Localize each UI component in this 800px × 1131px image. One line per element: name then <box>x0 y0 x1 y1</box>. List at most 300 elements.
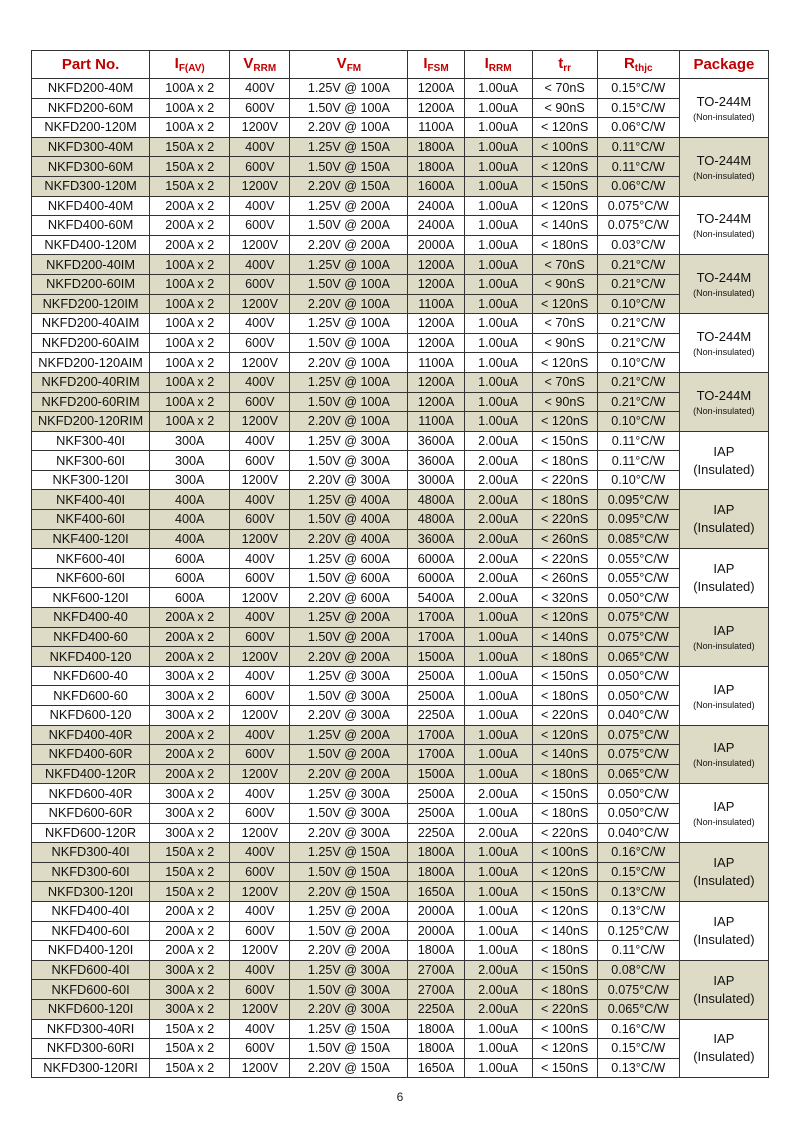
package-note: (Non-insulated) <box>693 111 755 122</box>
irrm-cell: 1.00uA <box>464 176 532 196</box>
trr-cell: < 120nS <box>532 608 597 628</box>
if-av-cell: 100A x 2 <box>150 353 230 373</box>
header-symbol: Package <box>693 56 755 73</box>
package-note: (Non-insulated) <box>693 758 755 769</box>
trr-cell: < 120nS <box>532 294 597 314</box>
header-symbol: V <box>243 55 254 72</box>
package-cell <box>679 314 768 373</box>
rthjc-cell: 0.11°C/W <box>597 451 679 471</box>
rthjc-cell: 0.10°C/W <box>597 412 679 432</box>
trr-cell: < 260nS <box>532 568 597 588</box>
rthjc-cell: 0.10°C/W <box>597 470 679 490</box>
package-note: (Non-insulated) <box>693 405 755 416</box>
vrrm-cell: 600V <box>230 568 290 588</box>
part-number-cell: NKFD300-60I <box>32 862 150 882</box>
vrrm-cell: 400V <box>230 490 290 510</box>
irrm-cell: 1.00uA <box>464 118 532 138</box>
package-note: (Non-insulated) <box>693 288 755 299</box>
trr-cell: < 150nS <box>532 1058 597 1078</box>
rthjc-cell: 0.075°C/W <box>597 745 679 765</box>
package-name: IAP <box>713 561 735 577</box>
if-av-cell: 300A x 2 <box>150 803 230 823</box>
if-av-cell: 600A <box>150 549 230 569</box>
table-row <box>32 353 769 373</box>
vfm-cell: 1.25V @ 200A <box>290 196 408 216</box>
irrm-cell: 1.00uA <box>464 255 532 275</box>
if-av-cell: 200A x 2 <box>150 921 230 941</box>
rthjc-cell: 0.21°C/W <box>597 255 679 275</box>
rthjc-cell: 0.050°C/W <box>597 803 679 823</box>
vfm-cell: 2.20V @ 150A <box>290 882 408 902</box>
vrrm-cell: 1200V <box>230 176 290 196</box>
irrm-cell: 1.00uA <box>464 921 532 941</box>
trr-cell: < 70nS <box>532 372 597 392</box>
vrrm-cell: 400V <box>230 666 290 686</box>
if-av-cell: 100A x 2 <box>150 294 230 314</box>
trr-cell: < 70nS <box>532 79 597 99</box>
if-av-cell: 100A x 2 <box>150 392 230 412</box>
rthjc-cell: 0.13°C/W <box>597 901 679 921</box>
package-name: IAP <box>713 622 735 638</box>
trr-cell: < 180nS <box>532 235 597 255</box>
table-row <box>32 333 769 353</box>
part-number-cell: NKFD200-40IM <box>32 255 150 275</box>
if-av-cell: 300A x 2 <box>150 706 230 726</box>
vrrm-cell: 1200V <box>230 235 290 255</box>
table-row <box>32 706 769 726</box>
part-number-cell: NKF600-60I <box>32 568 150 588</box>
part-number-cell: NKF300-120I <box>32 470 150 490</box>
table-row <box>32 431 769 451</box>
ifsm-cell: 1200A <box>408 274 464 294</box>
vfm-cell: 1.25V @ 300A <box>290 784 408 804</box>
header-subscript: RRM <box>488 63 512 74</box>
vfm-cell: 1.25V @ 150A <box>290 137 408 157</box>
vrrm-cell: 600V <box>230 333 290 353</box>
vrrm-cell: 600V <box>230 216 290 236</box>
vfm-cell: 2.20V @ 300A <box>290 823 408 843</box>
vfm-cell: 1.50V @ 200A <box>290 627 408 647</box>
package-note: (Insulated) <box>693 931 755 947</box>
trr-cell: < 90nS <box>532 98 597 118</box>
part-number-cell: NKFD600-120R <box>32 823 150 843</box>
if-av-cell: 100A x 2 <box>150 255 230 275</box>
rthjc-cell: 0.055°C/W <box>597 549 679 569</box>
vfm-cell: 1.25V @ 200A <box>290 725 408 745</box>
package-name: IAP <box>713 972 735 988</box>
table-row <box>32 666 769 686</box>
ifsm-cell: 1800A <box>408 157 464 177</box>
trr-cell: < 120nS <box>532 353 597 373</box>
part-number-cell: NKFD200-40AIM <box>32 314 150 334</box>
vrrm-cell: 400V <box>230 960 290 980</box>
part-number-cell: NKFD200-40M <box>32 79 150 99</box>
trr-cell: < 180nS <box>532 941 597 961</box>
ifsm-cell: 1200A <box>408 392 464 412</box>
table-row <box>32 901 769 921</box>
vrrm-cell: 1200V <box>230 470 290 490</box>
irrm-cell: 2.00uA <box>464 980 532 1000</box>
table-row <box>32 764 769 784</box>
vfm-cell: 1.25V @ 100A <box>290 79 408 99</box>
ifsm-cell: 1200A <box>408 333 464 353</box>
vfm-cell: 2.20V @ 100A <box>290 294 408 314</box>
vfm-cell: 1.25V @ 400A <box>290 490 408 510</box>
trr-cell: < 150nS <box>532 784 597 804</box>
table-row <box>32 862 769 882</box>
spec-table <box>31 50 769 1078</box>
rthjc-cell: 0.08°C/W <box>597 960 679 980</box>
irrm-cell: 1.00uA <box>464 196 532 216</box>
table-header <box>32 51 769 79</box>
vrrm-cell: 400V <box>230 137 290 157</box>
vfm-cell: 1.25V @ 100A <box>290 314 408 334</box>
if-av-cell: 200A x 2 <box>150 725 230 745</box>
ifsm-cell: 4800A <box>408 510 464 530</box>
table-row <box>32 647 769 667</box>
ifsm-cell: 2000A <box>408 235 464 255</box>
part-number-cell: NKFD300-120I <box>32 882 150 902</box>
irrm-cell: 2.00uA <box>464 529 532 549</box>
part-number-cell: NKFD200-120AIM <box>32 353 150 373</box>
trr-cell: < 70nS <box>532 255 597 275</box>
col-header-ifsm <box>408 51 464 79</box>
irrm-cell: 1.00uA <box>464 686 532 706</box>
part-number-cell: NKFD400-40 <box>32 608 150 628</box>
package-name: IAP <box>713 913 735 929</box>
table-row <box>32 843 769 863</box>
trr-cell: < 180nS <box>532 490 597 510</box>
rthjc-cell: 0.11°C/W <box>597 431 679 451</box>
trr-cell: < 100nS <box>532 843 597 863</box>
vfm-cell: 1.50V @ 300A <box>290 451 408 471</box>
irrm-cell: 1.00uA <box>464 353 532 373</box>
vrrm-cell: 600V <box>230 921 290 941</box>
vfm-cell: 1.50V @ 100A <box>290 392 408 412</box>
trr-cell: < 150nS <box>532 960 597 980</box>
vfm-cell: 2.20V @ 300A <box>290 470 408 490</box>
if-av-cell: 100A x 2 <box>150 412 230 432</box>
trr-cell: < 120nS <box>532 196 597 216</box>
vrrm-cell: 400V <box>230 79 290 99</box>
if-av-cell: 100A x 2 <box>150 274 230 294</box>
ifsm-cell: 2500A <box>408 666 464 686</box>
irrm-cell: 1.00uA <box>464 706 532 726</box>
vrrm-cell: 1200V <box>230 412 290 432</box>
vrrm-cell: 1200V <box>230 706 290 726</box>
table-row <box>32 529 769 549</box>
trr-cell: < 120nS <box>532 157 597 177</box>
table-row <box>32 784 769 804</box>
vrrm-cell: 400V <box>230 255 290 275</box>
vfm-cell: 1.50V @ 300A <box>290 803 408 823</box>
if-av-cell: 150A x 2 <box>150 1058 230 1078</box>
vfm-cell: 1.50V @ 100A <box>290 274 408 294</box>
irrm-cell: 1.00uA <box>464 862 532 882</box>
table-row <box>32 216 769 236</box>
vrrm-cell: 400V <box>230 843 290 863</box>
rthjc-cell: 0.075°C/W <box>597 627 679 647</box>
table-row <box>32 392 769 412</box>
rthjc-cell: 0.06°C/W <box>597 118 679 138</box>
rthjc-cell: 0.06°C/W <box>597 176 679 196</box>
rthjc-cell: 0.040°C/W <box>597 823 679 843</box>
vfm-cell: 1.25V @ 150A <box>290 1019 408 1039</box>
package-note: (Non-insulated) <box>693 699 755 710</box>
part-number-cell: NKFD600-40 <box>32 666 150 686</box>
vrrm-cell: 400V <box>230 608 290 628</box>
table-row <box>32 274 769 294</box>
irrm-cell: 2.00uA <box>464 588 532 608</box>
col-header-part-no <box>32 51 150 79</box>
part-number-cell: NKFD300-120RI <box>32 1058 150 1078</box>
rthjc-cell: 0.050°C/W <box>597 686 679 706</box>
ifsm-cell: 2700A <box>408 960 464 980</box>
package-name: IAP <box>713 740 735 756</box>
package-cell <box>679 666 768 725</box>
table-body <box>32 79 769 1078</box>
header-subscript: thjc <box>634 63 653 74</box>
package-cell <box>679 901 768 960</box>
ifsm-cell: 1700A <box>408 608 464 628</box>
ifsm-cell: 1650A <box>408 882 464 902</box>
if-av-cell: 400A <box>150 490 230 510</box>
irrm-cell: 1.00uA <box>464 1039 532 1059</box>
vrrm-cell: 1200V <box>230 647 290 667</box>
part-number-cell: NKF600-120I <box>32 588 150 608</box>
package-name: IAP <box>713 443 735 459</box>
table-row <box>32 882 769 902</box>
vrrm-cell: 600V <box>230 392 290 412</box>
rthjc-cell: 0.13°C/W <box>597 1058 679 1078</box>
trr-cell: < 180nS <box>532 803 597 823</box>
trr-cell: < 120nS <box>532 118 597 138</box>
table-row <box>32 745 769 765</box>
vrrm-cell: 400V <box>230 372 290 392</box>
vrrm-cell: 600V <box>230 862 290 882</box>
ifsm-cell: 6000A <box>408 568 464 588</box>
part-number-cell: NKFD200-40RIM <box>32 372 150 392</box>
vfm-cell: 1.25V @ 200A <box>290 608 408 628</box>
ifsm-cell: 3600A <box>408 451 464 471</box>
ifsm-cell: 6000A <box>408 549 464 569</box>
if-av-cell: 150A x 2 <box>150 137 230 157</box>
table-row <box>32 372 769 392</box>
package-note: (Insulated) <box>693 1049 755 1065</box>
trr-cell: < 140nS <box>532 627 597 647</box>
part-number-cell: NKFD600-120 <box>32 706 150 726</box>
trr-cell: < 180nS <box>532 647 597 667</box>
package-cell <box>679 137 768 196</box>
rthjc-cell: 0.075°C/W <box>597 608 679 628</box>
if-av-cell: 200A x 2 <box>150 745 230 765</box>
table-row <box>32 999 769 1019</box>
trr-cell: < 220nS <box>532 823 597 843</box>
table-row <box>32 1019 769 1039</box>
header-subscript: rr <box>563 63 572 74</box>
irrm-cell: 1.00uA <box>464 745 532 765</box>
trr-cell: < 140nS <box>532 921 597 941</box>
vfm-cell: 1.25V @ 100A <box>290 255 408 275</box>
rthjc-cell: 0.065°C/W <box>597 647 679 667</box>
rthjc-cell: 0.16°C/W <box>597 843 679 863</box>
ifsm-cell: 2000A <box>408 901 464 921</box>
table-row <box>32 588 769 608</box>
package-note: (Insulated) <box>693 579 755 595</box>
package-cell <box>679 549 768 608</box>
package-cell <box>679 725 768 784</box>
vfm-cell: 1.50V @ 150A <box>290 1039 408 1059</box>
header-symbol: R <box>623 55 635 72</box>
irrm-cell: 1.00uA <box>464 392 532 412</box>
if-av-cell: 150A x 2 <box>150 1039 230 1059</box>
if-av-cell: 200A x 2 <box>150 216 230 236</box>
trr-cell: < 120nS <box>532 412 597 432</box>
part-number-cell: NKFD200-60RIM <box>32 392 150 412</box>
vfm-cell: 2.20V @ 150A <box>290 1058 408 1078</box>
ifsm-cell: 1100A <box>408 294 464 314</box>
vrrm-cell: 1200V <box>230 1058 290 1078</box>
table-row <box>32 823 769 843</box>
header-subscript: RRM <box>253 63 277 74</box>
ifsm-cell: 3000A <box>408 470 464 490</box>
trr-cell: < 90nS <box>532 392 597 412</box>
ifsm-cell: 3600A <box>408 529 464 549</box>
if-av-cell: 200A x 2 <box>150 196 230 216</box>
if-av-cell: 300A x 2 <box>150 666 230 686</box>
table-row <box>32 176 769 196</box>
table-row <box>32 235 769 255</box>
vfm-cell: 1.50V @ 600A <box>290 568 408 588</box>
table-row <box>32 137 769 157</box>
col-header-vfm <box>290 51 408 79</box>
vrrm-cell: 1200V <box>230 823 290 843</box>
package-cell <box>679 608 768 667</box>
part-number-cell: NKFD200-60M <box>32 98 150 118</box>
trr-cell: < 180nS <box>532 451 597 471</box>
header-symbol: I <box>423 55 428 72</box>
rthjc-cell: 0.050°C/W <box>597 784 679 804</box>
if-av-cell: 300A <box>150 451 230 471</box>
header-symbol: I <box>174 55 179 72</box>
rthjc-cell: 0.095°C/W <box>597 510 679 530</box>
rthjc-cell: 0.040°C/W <box>597 706 679 726</box>
irrm-cell: 1.00uA <box>464 412 532 432</box>
irrm-cell: 1.00uA <box>464 1058 532 1078</box>
irrm-cell: 1.00uA <box>464 79 532 99</box>
package-cell <box>679 1019 768 1078</box>
package-name: IAP <box>713 681 735 697</box>
package-name: TO-244M <box>696 387 752 403</box>
vfm-cell: 1.50V @ 400A <box>290 510 408 530</box>
part-number-cell: NKFD600-60 <box>32 686 150 706</box>
if-av-cell: 100A x 2 <box>150 333 230 353</box>
irrm-cell: 1.00uA <box>464 882 532 902</box>
table-row <box>32 118 769 138</box>
table-row <box>32 157 769 177</box>
package-note: (Non-insulated) <box>693 347 755 358</box>
rthjc-cell: 0.03°C/W <box>597 235 679 255</box>
header-subscript: F(AV) <box>178 63 205 74</box>
part-number-cell: NKF600-40I <box>32 549 150 569</box>
header-subscript: FM <box>346 63 362 74</box>
trr-cell: < 180nS <box>532 980 597 1000</box>
ifsm-cell: 2500A <box>408 784 464 804</box>
ifsm-cell: 1100A <box>408 118 464 138</box>
rthjc-cell: 0.10°C/W <box>597 294 679 314</box>
header-symbol: V <box>336 55 347 72</box>
if-av-cell: 300A x 2 <box>150 823 230 843</box>
irrm-cell: 2.00uA <box>464 568 532 588</box>
vrrm-cell: 600V <box>230 686 290 706</box>
ifsm-cell: 1650A <box>408 1058 464 1078</box>
table-row <box>32 921 769 941</box>
vfm-cell: 1.25V @ 300A <box>290 960 408 980</box>
rthjc-cell: 0.21°C/W <box>597 274 679 294</box>
ifsm-cell: 1600A <box>408 176 464 196</box>
col-header-vrrm <box>230 51 290 79</box>
package-cell <box>679 196 768 255</box>
vfm-cell: 1.25V @ 150A <box>290 843 408 863</box>
package-note: (Insulated) <box>693 520 755 536</box>
part-number-cell: NKFD200-60AIM <box>32 333 150 353</box>
vrrm-cell: 600V <box>230 510 290 530</box>
irrm-cell: 2.00uA <box>464 470 532 490</box>
irrm-cell: 1.00uA <box>464 843 532 863</box>
col-header-if-av <box>150 51 230 79</box>
rthjc-cell: 0.21°C/W <box>597 314 679 334</box>
part-number-cell: NKFD400-40M <box>32 196 150 216</box>
irrm-cell: 1.00uA <box>464 803 532 823</box>
if-av-cell: 100A x 2 <box>150 118 230 138</box>
package-cell <box>679 372 768 431</box>
package-note: (Non-insulated) <box>693 640 755 651</box>
vrrm-cell: 1200V <box>230 353 290 373</box>
ifsm-cell: 4800A <box>408 490 464 510</box>
ifsm-cell: 1200A <box>408 98 464 118</box>
table-row <box>32 470 769 490</box>
part-number-cell: NKFD200-120IM <box>32 294 150 314</box>
irrm-cell: 1.00uA <box>464 314 532 334</box>
if-av-cell: 200A x 2 <box>150 627 230 647</box>
header-symbol: I <box>484 55 489 72</box>
vrrm-cell: 400V <box>230 196 290 216</box>
part-number-cell: NKFD600-40R <box>32 784 150 804</box>
header-symbol: t <box>558 55 564 72</box>
col-header-trr <box>532 51 597 79</box>
vrrm-cell: 1200V <box>230 764 290 784</box>
ifsm-cell: 1200A <box>408 255 464 275</box>
vfm-cell: 2.20V @ 300A <box>290 706 408 726</box>
irrm-cell: 2.00uA <box>464 431 532 451</box>
rthjc-cell: 0.050°C/W <box>597 588 679 608</box>
irrm-cell: 2.00uA <box>464 823 532 843</box>
package-note: (Non-insulated) <box>693 817 755 828</box>
rthjc-cell: 0.15°C/W <box>597 98 679 118</box>
rthjc-cell: 0.11°C/W <box>597 941 679 961</box>
irrm-cell: 1.00uA <box>464 666 532 686</box>
vrrm-cell: 600V <box>230 627 290 647</box>
package-cell <box>679 843 768 902</box>
rthjc-cell: 0.095°C/W <box>597 490 679 510</box>
vfm-cell: 2.20V @ 200A <box>290 647 408 667</box>
rthjc-cell: 0.15°C/W <box>597 1039 679 1059</box>
vfm-cell: 2.20V @ 150A <box>290 176 408 196</box>
if-av-cell: 150A x 2 <box>150 882 230 902</box>
trr-cell: < 90nS <box>532 274 597 294</box>
if-av-cell: 150A x 2 <box>150 843 230 863</box>
if-av-cell: 200A x 2 <box>150 235 230 255</box>
